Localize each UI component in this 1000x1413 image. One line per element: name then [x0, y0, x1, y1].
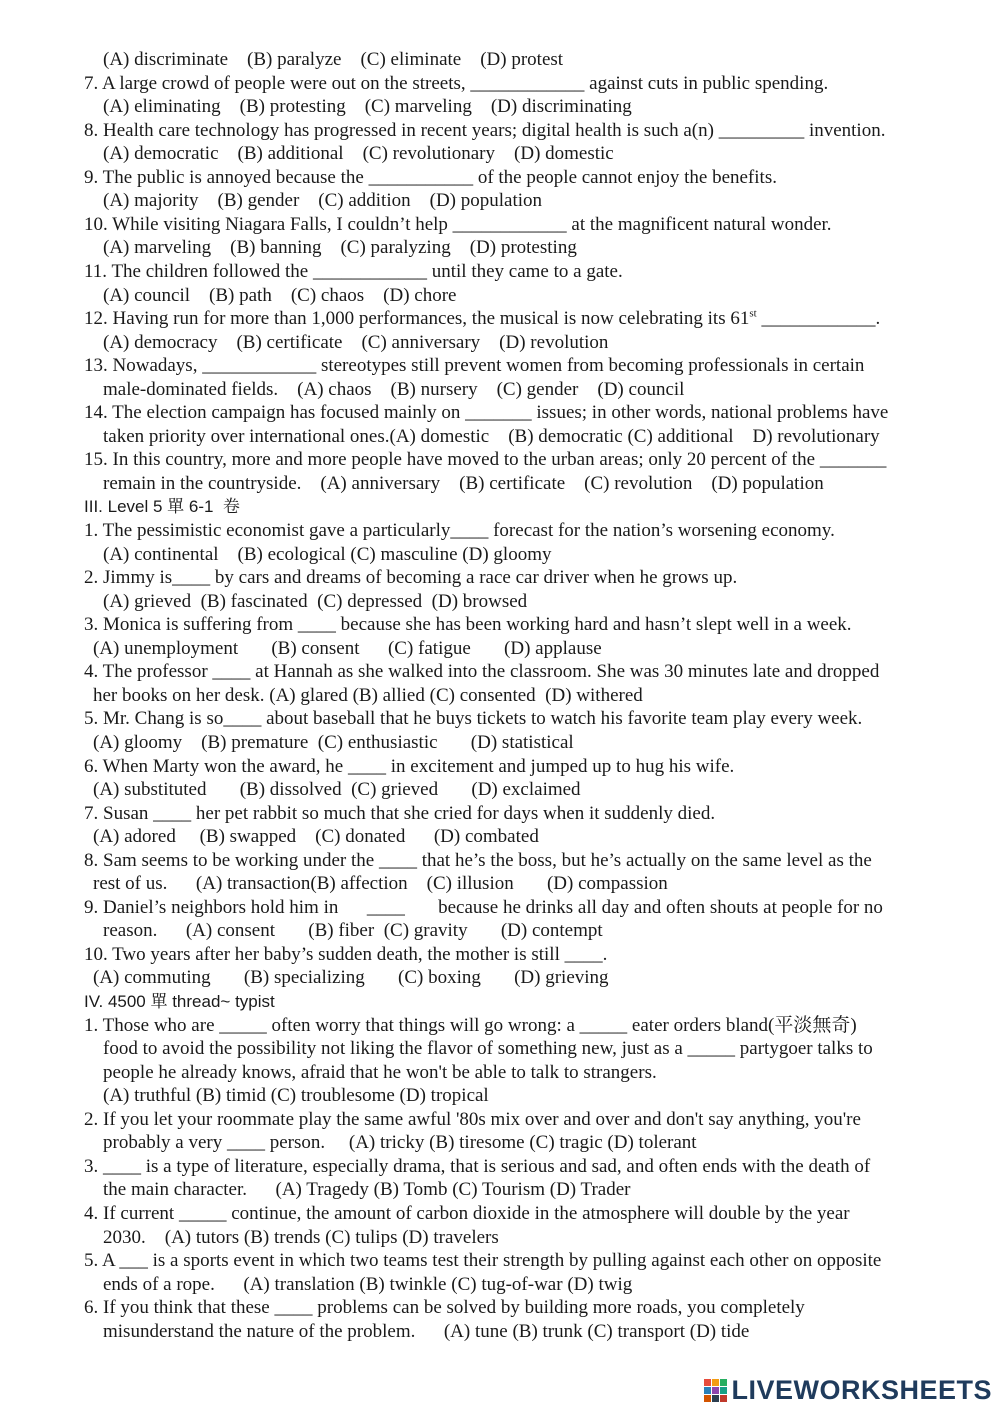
worksheet-line: (A) commuting (B) specializing (C) boxing (D) grieving [93, 967, 609, 989]
worksheet-line: 9. The public is annoyed because the ___________ of the people cannot enjoy the benefits. [84, 166, 777, 188]
worksheet-line: probably a very ____ person. (A) tricky (B) tiresome (C) tragic (D) tolerant [103, 1132, 697, 1154]
worksheet-line: 3. ____ is a type of literature, especially drama, that is serious and sad, and often ends with the death of [84, 1155, 871, 1177]
worksheet-line: 2030. (A) tutors (B) trends (C) tulips (D) travelers [103, 1226, 499, 1248]
logo-square [720, 1387, 727, 1394]
worksheet-line: (A) truthful (B) timid (C) troublesome (D) tropical [103, 1085, 489, 1107]
worksheet-line: 6. If you think that these ____ problems can be solved by building more roads, you completely [84, 1297, 805, 1319]
worksheet-line: food to avoid the possibility not liking the flavor of something new, just as a _____ partygoer talks to [103, 1038, 873, 1060]
worksheet-line: 10. While visiting Niagara Falls, I couldn’t help ____________ at the magnificent natural wonder. [84, 213, 832, 235]
worksheet-line: (A) unemployment (B) consent (C) fatigue (D) applause [93, 637, 602, 659]
worksheet-line: (A) democratic (B) additional (C) revolutionary (D) domestic [103, 143, 614, 165]
worksheet-line: 2. Jimmy is____ by cars and dreams of becoming a race car driver when he grows up. [84, 567, 738, 589]
worksheet-line: 8. Sam seems to be working under the ____ that he’s the boss, but he’s actually on the same level as the [84, 849, 872, 871]
worksheet-line: remain in the countryside. (A) anniversary (B) certificate (C) revolution (D) population [103, 472, 824, 494]
worksheet-line: (A) gloomy (B) premature (C) enthusiastic (D) statistical [93, 731, 574, 753]
logo-square [720, 1379, 727, 1386]
logo-square [720, 1395, 727, 1402]
worksheet-line: 5. A ___ is a sports event in which two teams test their strength by pulling against each other on opposite [84, 1250, 882, 1272]
worksheet-line: 3. Monica is suffering from ____ because she has been working hard and hasn’t slept well in a week. [84, 614, 852, 636]
worksheet-line: 1. Those who are _____ often worry that things will go wrong: a _____ eater orders bland(平淡無奇) [84, 1014, 857, 1036]
liveworksheets-logo[interactable] [704, 1375, 992, 1405]
worksheet-line: 2. If you let your roommate play the same awful '80s mix over and over and don't say anything, you're [84, 1108, 861, 1130]
worksheet-line: ends of a rope. (A) translation (B) twinkle (C) tug-of-war (D) twig [103, 1273, 633, 1295]
q12-blank: ____________. [756, 308, 881, 330]
worksheet-line: 7. A large crowd of people were out on the streets, ____________ against cuts in public spending. [84, 72, 829, 94]
worksheet-line: (A) substituted (B) dissolved (C) grieved (D) exclaimed [93, 779, 581, 801]
worksheet-line: 8. Health care technology has progressed in recent years; digital health is such a(n) _________ invention. [84, 119, 886, 141]
worksheet-line: (A) democracy (B) certificate (C) anniversary (D) revolution [103, 331, 609, 353]
worksheet-line: 11. The children followed the ____________ until they came to a gate. [84, 260, 623, 282]
worksheet-line: 4. The professor ____ at Hannah as she walked into the classroom. She was 30 minutes late and dropped [84, 661, 880, 683]
section-heading: IV. 4500 單 thread~ typist [84, 992, 275, 1011]
section-heading: III. Level 5 單 6-1 卷 [84, 497, 240, 517]
worksheet-line: reason. (A) consent (B) fiber (C) gravity (D) contempt [103, 920, 603, 942]
worksheet-line: 9. Daniel’s neighbors hold him in ____ because he drinks all day and often shouts at people for no [84, 896, 883, 918]
logo-text: LIVEWORKSHEETS [731, 1374, 992, 1405]
worksheet-line: (A) adored (B) swapped (C) donated (D) combated [93, 826, 539, 848]
logo-square [704, 1379, 711, 1386]
worksheet-line: 13. Nowadays, ____________ stereotypes still prevent women from becoming professionals in certain [84, 355, 865, 377]
worksheet-line: (A) majority (B) gender (C) addition (D) population [103, 190, 543, 212]
worksheet-line: people he already knows, afraid that he won't be able to talk to strangers. [103, 1061, 657, 1083]
worksheet-line: 5. Mr. Chang is so____ about baseball that he buys tickets to watch his favorite team play every week. [84, 708, 863, 730]
worksheet-line: (A) continental (B) ecological (C) masculine (D) gloomy [103, 543, 552, 565]
worksheet-line: (A) discriminate (B) paralyze (C) eliminate (D) protest [103, 49, 564, 70]
worksheet-line: male-dominated fields. (A) chaos (B) nursery (C) gender (D) council [103, 378, 685, 400]
logo-square [704, 1387, 711, 1394]
worksheet-line: 14. The election campaign has focused mainly on _______ issues; in other words, national problems have [84, 402, 889, 424]
logo-mark-icon [704, 1379, 727, 1402]
worksheet-line: 4. If current _____ continue, the amount of carbon dioxide in the atmosphere will double by the year [84, 1202, 850, 1224]
worksheet-line: 1. The pessimistic economist gave a particularly____ forecast for the nation’s worsening economy. [84, 520, 835, 541]
worksheet-line: her books on her desk. (A) glared (B) allied (C) consented (D) withered [93, 684, 643, 706]
worksheet-line: taken priority over international ones.(A) domestic (B) democratic (C) additional D) revolutionary [103, 425, 880, 447]
worksheet-line: (A) grieved (B) fascinated (C) depressed (D) browsed [103, 590, 528, 612]
worksheet-line: (A) eliminating (B) protesting (C) marveling (D) discriminating [103, 96, 632, 118]
worksheet-line: 7. Susan ____ her pet rabbit so much that she cried for days when it suddenly died. [84, 802, 716, 824]
logo-square [712, 1387, 719, 1394]
worksheet-line: misunderstand the nature of the problem. (A) tune (B) trunk (C) transport (D) tide [103, 1320, 750, 1342]
logo-square [704, 1395, 711, 1402]
worksheet-line: 6. When Marty won the award, he ____ in excitement and jumped up to hug his wife. [84, 755, 735, 777]
worksheet-line: (A) marveling (B) banning (C) paralyzing (D) protesting [103, 237, 577, 259]
worksheet-line: the main character. (A) Tragedy (B) Tomb (C) Tourism (D) Trader [103, 1179, 631, 1201]
worksheet-line: 10. Two years after her baby’s sudden death, the mother is still ____. [84, 943, 608, 965]
worksheet-line: rest of us. (A) transaction(B) affection (C) illusion (D) compassion [93, 873, 668, 895]
logo-square [712, 1379, 719, 1386]
worksheet-line: (A) council (B) path (C) chaos (D) chore [103, 284, 457, 306]
q12-superscript: st [749, 307, 757, 320]
question-12-line [84, 307, 880, 330]
q12-text: 12. Having run for more than 1,000 performances, the musical is now celebrating its 61 [84, 308, 750, 330]
worksheet-line: 15. In this country, more and more people have moved to the urban areas; only 20 percent of the _______ [84, 449, 887, 471]
logo-square [712, 1395, 719, 1402]
